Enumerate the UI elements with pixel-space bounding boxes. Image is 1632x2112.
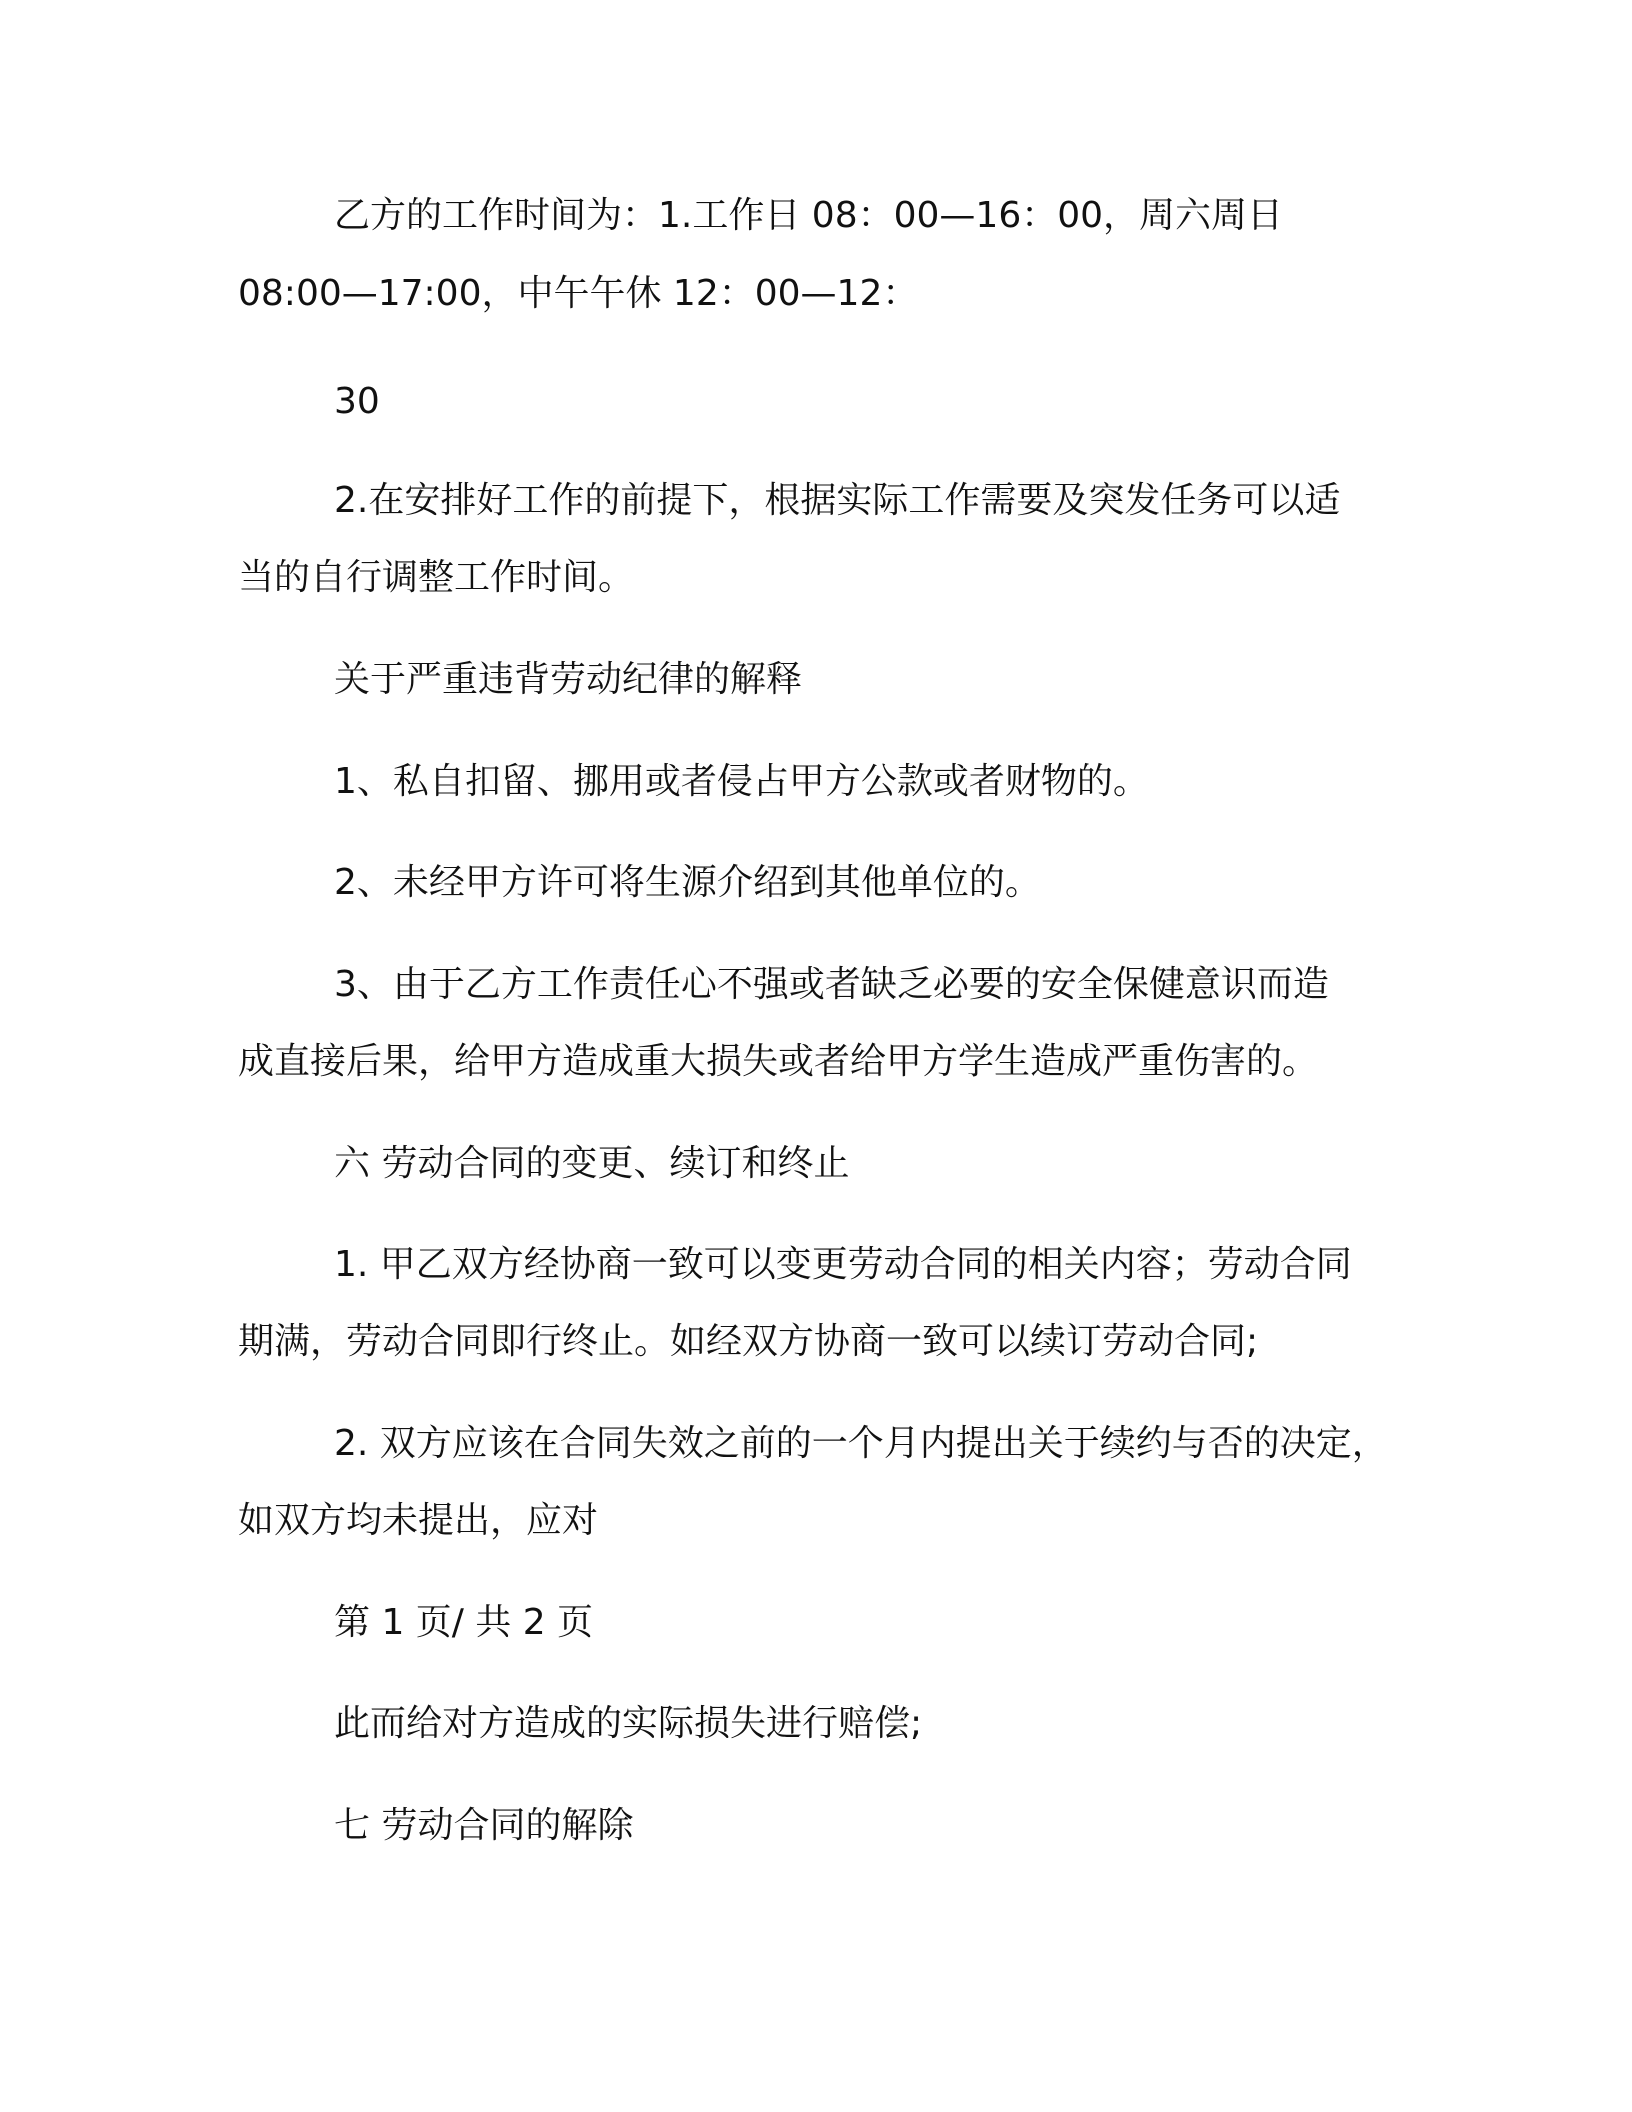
change-item-1-line-2: 期满，劳动合同即行终止。如经双方协商一致可以续订劳动合同; — [238, 1321, 1259, 1362]
page-number: 第 1 页/ 共 2 页 — [334, 1602, 594, 1643]
clause-2-line-2: 当的自行调整工作时间。 — [238, 557, 635, 598]
clause-2-line-1: 2.在安排好工作的前提下，根据实际工作需要及突发任务可以适 — [334, 480, 1341, 521]
change-item-2-line-2: 如双方均未提出，应对 — [238, 1500, 599, 1541]
section-heading-six: 六 劳动合同的变更、续订和终止 — [334, 1143, 850, 1184]
discipline-item-3-line-2: 成直接后果，给甲方造成重大损失或者给甲方学生造成严重伤害的。 — [238, 1041, 1319, 1082]
work-hours-line-3: 30 — [334, 381, 380, 422]
section-heading-seven: 七 劳动合同的解除 — [334, 1805, 634, 1846]
work-hours-line-2: 08:00—17:00，中午午休 12：00—12： — [238, 273, 919, 314]
discipline-item-1: 1、私自扣留、挪用或者侵占甲方公款或者财物的。 — [334, 761, 1149, 802]
discipline-item-3-line-1: 3、由于乙方工作责任心不强或者缺乏必要的安全保健意识而造 — [334, 964, 1329, 1005]
work-hours-line-1: 乙方的工作时间为：1.工作日 08：00—16：00，周六周日 — [334, 195, 1284, 236]
discipline-item-2: 2、未经甲方许可将生源介绍到其他单位的。 — [334, 862, 1041, 903]
change-item-2-line-1: 2. 双方应该在合同失效之前的一个月内提出关于续约与否的决定， — [334, 1423, 1388, 1464]
section-heading-discipline: 关于严重违背劳动纪律的解释 — [334, 659, 803, 700]
change-item-1-line-1: 1. 甲乙双方经协商一致可以变更劳动合同的相关内容；劳动合同 — [334, 1244, 1352, 1285]
compensation-line: 此而给对方造成的实际损失进行赔偿; — [334, 1703, 923, 1744]
